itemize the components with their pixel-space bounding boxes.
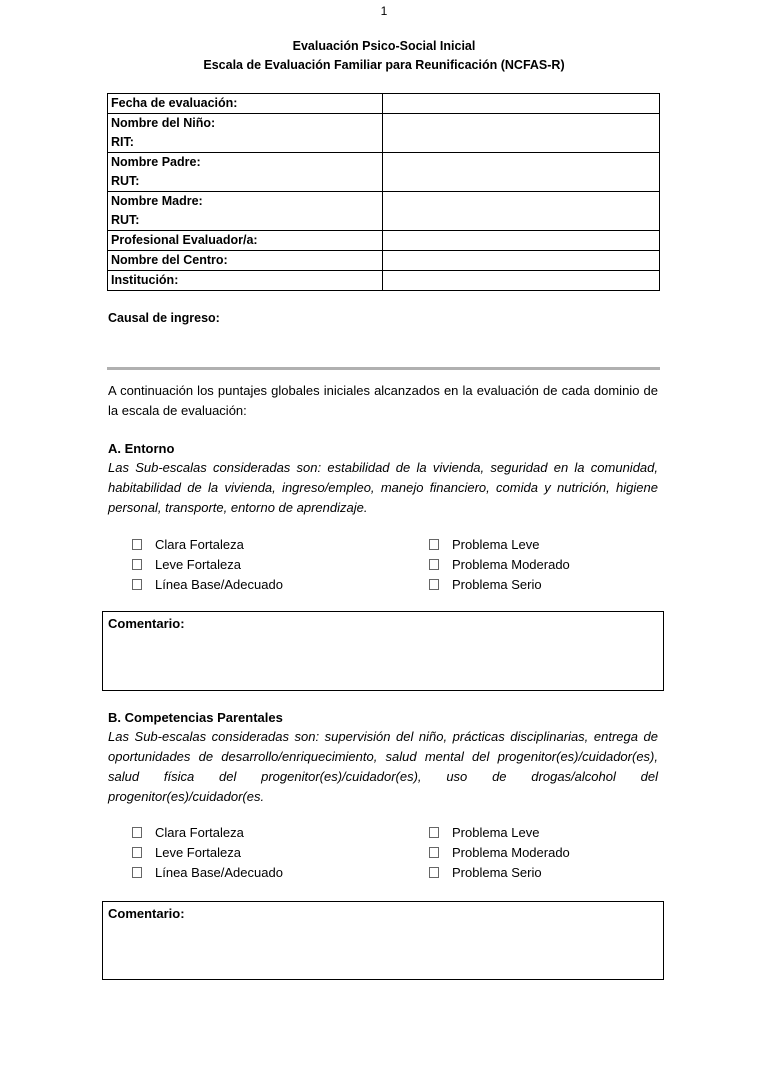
info-row — [108, 192, 660, 231]
info-label: Fecha de evaluación: — [111, 96, 238, 110]
section-a-options-right — [429, 535, 570, 595]
info-value-cell[interactable] — [383, 192, 660, 231]
section-a-options-left — [132, 535, 283, 595]
info-row — [108, 153, 660, 192]
info-row — [108, 231, 660, 251]
checkbox-icon[interactable] — [132, 867, 142, 878]
option-label: Problema Serio — [452, 577, 542, 592]
separator-line — [107, 367, 660, 370]
info-label: Profesional Evaluador/a: — [111, 233, 258, 247]
checkbox-icon[interactable] — [132, 579, 142, 590]
option-label: Leve Fortaleza — [155, 845, 241, 860]
info-label: Institución: — [111, 273, 179, 287]
checkbox-icon[interactable] — [132, 539, 142, 550]
info-label: RIT: — [111, 135, 134, 149]
option[interactable] — [132, 863, 283, 883]
info-value-cell[interactable] — [383, 94, 660, 114]
info-table — [107, 93, 660, 291]
option[interactable] — [132, 535, 283, 555]
document-subtitle: Escala de Evaluación Familiar para Reunificación (NCFAS-R) — [203, 58, 565, 72]
checkbox-icon[interactable] — [429, 847, 439, 858]
info-value-cell[interactable] — [383, 271, 660, 291]
checkbox-icon[interactable] — [132, 847, 142, 858]
checkbox-icon[interactable] — [429, 559, 439, 570]
option[interactable] — [429, 843, 570, 863]
intro-text: A continuación los puntajes globales iniciales alcanzados en la evaluación de cada dominio de la escala de evaluación: — [108, 383, 658, 418]
comment-label: Comentario: — [108, 906, 185, 921]
info-label: RUT: — [111, 174, 140, 188]
option[interactable] — [132, 823, 283, 843]
option[interactable] — [429, 863, 570, 883]
info-value-cell[interactable] — [383, 251, 660, 271]
info-value-cell[interactable] — [383, 114, 660, 153]
option[interactable] — [429, 575, 570, 595]
info-label: Nombre del Centro: — [111, 253, 228, 267]
option[interactable] — [429, 555, 570, 575]
section-b-comment-box[interactable] — [102, 901, 664, 980]
info-label: Nombre Madre: — [111, 194, 203, 208]
info-label: Nombre Padre: — [111, 155, 201, 169]
option-label: Problema Leve — [452, 825, 540, 840]
section-b-heading: B. Competencias Parentales — [108, 710, 283, 725]
info-row — [108, 251, 660, 271]
section-a-comment-box[interactable] — [102, 611, 664, 691]
section-b-options-right — [429, 823, 570, 883]
checkbox-icon[interactable] — [429, 539, 439, 550]
option-label: Problema Leve — [452, 537, 540, 552]
info-row — [108, 94, 660, 114]
info-label: Nombre del Niño: — [111, 116, 216, 130]
info-value-cell[interactable] — [383, 153, 660, 192]
info-value-cell[interactable] — [383, 231, 660, 251]
comment-label: Comentario: — [108, 616, 185, 631]
section-a-heading: A. Entorno — [108, 441, 175, 456]
option-label: Problema Moderado — [452, 845, 570, 860]
option-label: Problema Moderado — [452, 557, 570, 572]
section-a-description: Las Sub-escalas consideradas son: estabilidad de la vivienda, seguridad en la comunidad, habitabilidad de la vivienda, ingreso/empleo, manejo financiero, comida y nutrición, higiene personal, transporte, entorno de aprendizaje. — [108, 460, 658, 515]
info-row — [108, 114, 660, 153]
document-title: Evaluación Psico-Social Inicial — [292, 39, 476, 53]
info-row — [108, 271, 660, 291]
option[interactable] — [132, 575, 283, 595]
checkbox-icon[interactable] — [429, 867, 439, 878]
option[interactable] — [132, 843, 283, 863]
option[interactable] — [429, 823, 570, 843]
option-label: Clara Fortaleza — [155, 537, 244, 552]
option[interactable] — [429, 535, 570, 555]
checkbox-icon[interactable] — [429, 827, 439, 838]
option-label: Problema Serio — [452, 865, 542, 880]
option-label: Línea Base/Adecuado — [155, 865, 283, 880]
info-label: RUT: — [111, 213, 140, 227]
checkbox-icon[interactable] — [132, 827, 142, 838]
section-b-description: Las Sub-escalas consideradas son: supervisión del niño, prácticas disciplinarias, entrega de oportunidades de desarrollo/enriquecimiento, salud mental del progenitor(es)/cuidador(es), salud física del progenitor(es)/cuidador(es), uso de drogas/alcohol del progenitor(es)/cuidador(es. — [108, 729, 658, 804]
option[interactable] — [132, 555, 283, 575]
option-label: Línea Base/Adecuado — [155, 577, 283, 592]
page-number: 1 — [380, 4, 388, 18]
option-label: Leve Fortaleza — [155, 557, 241, 572]
section-b-options-left — [132, 823, 283, 883]
checkbox-icon[interactable] — [132, 559, 142, 570]
checkbox-icon[interactable] — [429, 579, 439, 590]
option-label: Clara Fortaleza — [155, 825, 244, 840]
causal-label: Causal de ingreso: — [108, 311, 220, 325]
